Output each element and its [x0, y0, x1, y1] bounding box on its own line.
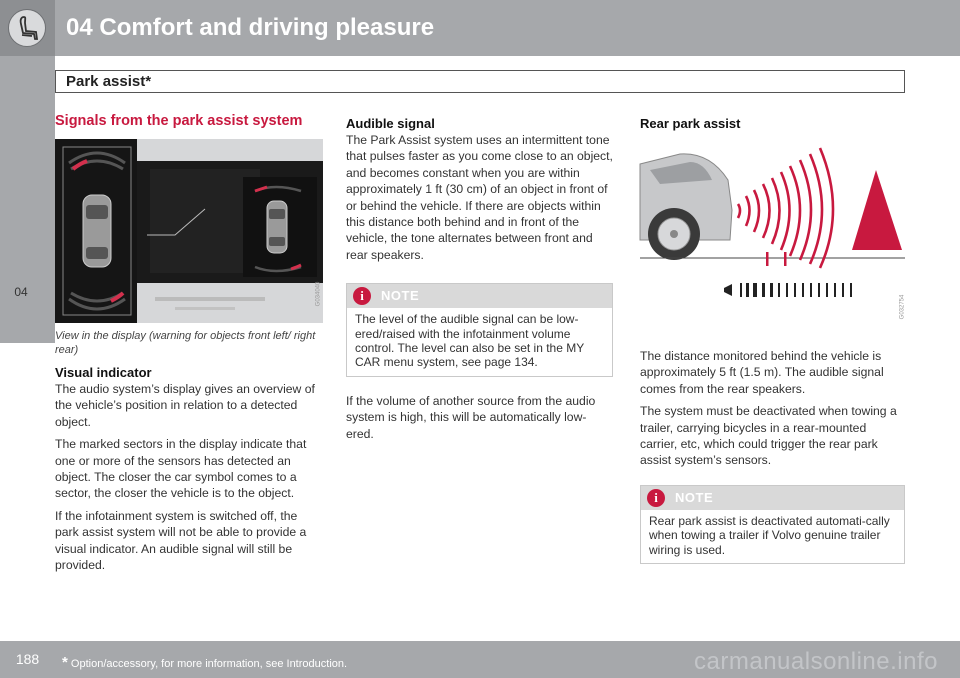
- footnote-text: Option/accessory, for more information, see Introduction.: [70, 658, 348, 670]
- display-illustration: [55, 139, 323, 323]
- column-signals: [55, 113, 323, 573]
- footnote-star: *: [62, 654, 68, 671]
- rear-paragraph-1: The distance monitored behind the vehicle is approximately 5 ft (1.5 m). The audible signal comes from the rear speakers.: [640, 349, 884, 396]
- column-rear-park-assist: [640, 116, 905, 564]
- note-label: NOTE: [675, 489, 714, 505]
- visual-paragraph-1: The audio system’s display gives an overview of the vehicle’s position in relation to a detected object.: [55, 382, 315, 429]
- page-number: 188: [0, 641, 55, 678]
- note-text: The level of the audible signal can be low-ered/raised with the infotainment volume control. The level can also be set in the MY CAR menu system, see page 134.: [355, 312, 585, 370]
- note-label: NOTE: [381, 288, 420, 304]
- footnote: [62, 654, 347, 671]
- info-icon: i: [353, 287, 371, 305]
- chapter-icon-box: [0, 0, 55, 56]
- visual-paragraph-3: If the infotainment system is switched off, the park assist system will not be able to provide a visual indicator. An audible signal will still be provided.: [55, 508, 307, 573]
- seat-icon: [8, 9, 46, 47]
- note-header: [641, 486, 904, 510]
- chapter-title: 04 Comfort and driving pleasure: [66, 14, 435, 41]
- column-audible: [346, 116, 613, 442]
- note-header: [347, 284, 612, 308]
- visual-indicator-body: [55, 381, 323, 573]
- visual-indicator-heading: Visual indicator: [55, 365, 152, 380]
- audible-signal-heading: Audible signal: [346, 116, 435, 131]
- audible-note-box: [346, 283, 613, 377]
- audible-paragraph-2: If the volume of another source from the audio system is high, this will be automatically low-ered.: [346, 393, 596, 441]
- rear-assist-illustration: [640, 140, 905, 326]
- chapter-header: [0, 0, 960, 56]
- display-figure-code: G034040: [315, 281, 322, 307]
- info-icon: i: [647, 489, 665, 507]
- display-figure-caption: View in the display (warning for objects front left/ right rear): [55, 330, 316, 356]
- display-figure: [55, 139, 323, 323]
- note-text: Rear park assist is deactivated automati-cally when towing a trailer if Volvo genuine trailer wiring is used.: [649, 513, 890, 557]
- section-title-bar: [55, 70, 905, 93]
- visual-paragraph-2: The marked sectors in the display indicate that one or more of the sensors has detected an object. The closer the car symbol comes to a sector, the closer the vehicle is to the object.: [55, 437, 307, 501]
- signals-section-title: Signals from the park assist system: [55, 113, 303, 129]
- rear-assist-figure: [640, 140, 905, 326]
- side-tab-label: 04: [14, 285, 28, 299]
- rear-note-box: [640, 485, 905, 564]
- rear-park-assist-heading: Rear park assist: [640, 116, 741, 131]
- watermark: carmanualsonline.info: [694, 648, 938, 675]
- rear-paragraph-2: The system must be deactivated when towing a trailer, carrying bicycles in a rear-mounted carrier, etc, which could trigger the rear park assist system’s sensors.: [640, 404, 897, 468]
- chapter-side-tab: [0, 56, 55, 343]
- rear-assist-body: [640, 348, 905, 469]
- audible-paragraph-1: The Park Assist system uses an intermittent tone that pulses faster as you come close to an object, and becomes constant when you are within approximately 1 ft (30 cm) of an object in front of or behind the vehicle. If there are objects within this distance both behind and in front of the vehicle, the tone alternates between front and rear speakers.: [346, 133, 613, 262]
- rear-figure-code: G032754: [899, 294, 906, 320]
- section-title: Park assist*: [66, 73, 152, 90]
